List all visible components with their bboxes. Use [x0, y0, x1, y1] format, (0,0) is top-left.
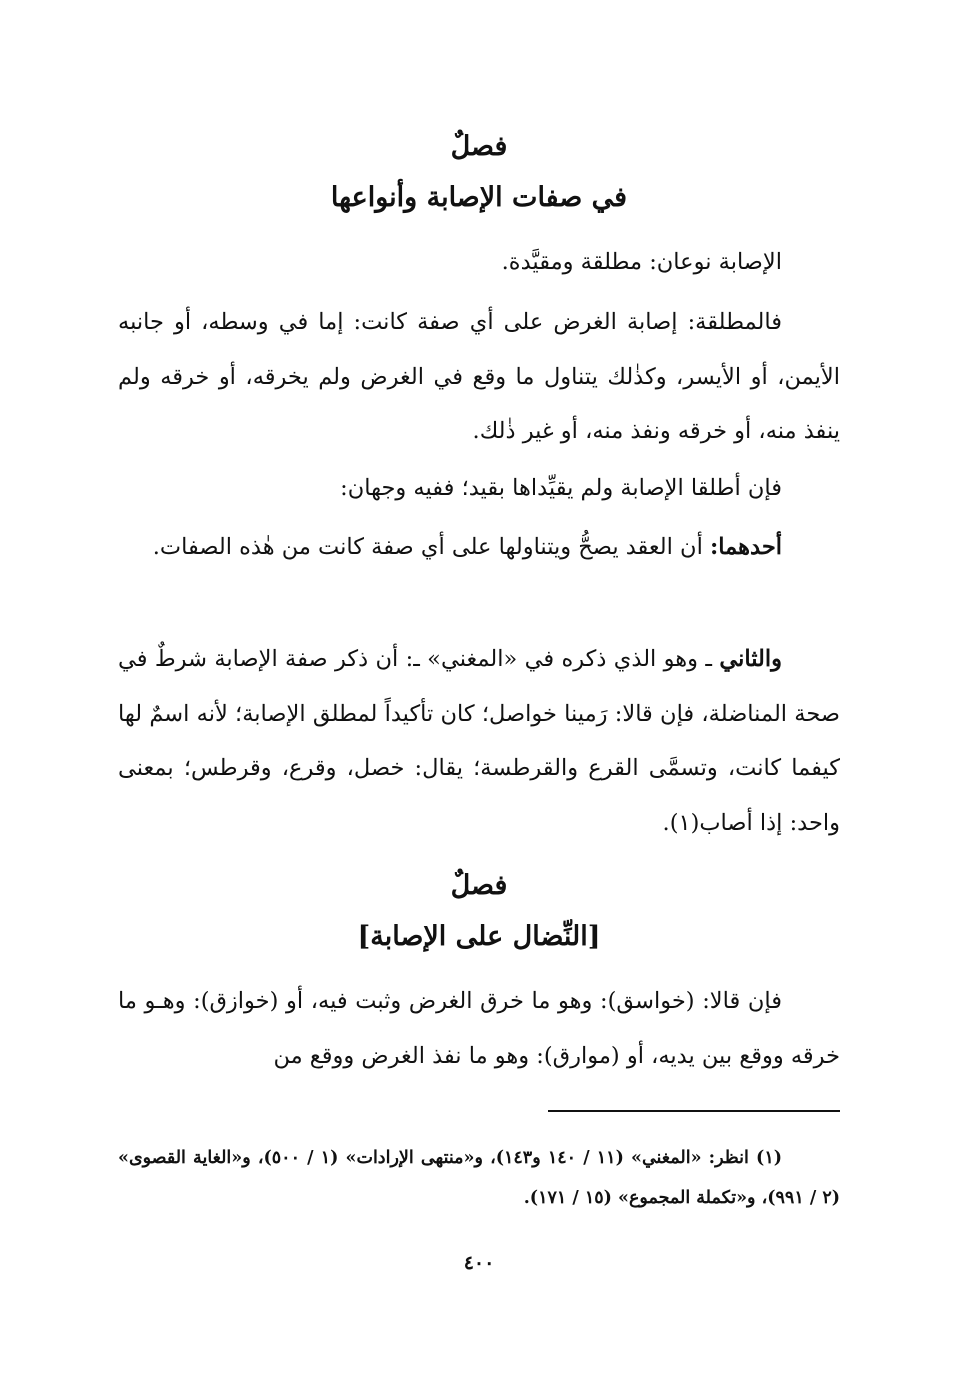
paragraph-lead: والثاني — [719, 646, 782, 672]
paragraph-text: فالمطلقة: إصابة الغرض على أي صفة كانت: إما في وسطه، أو جانبه الأيمن، أو الأيسر، وكذٰلك يتناول ما وقع في الغرض ولم يخرقه، أو خرقه ولم ينفذ منه، أو خرقه ونفذ منه، أو غير ذٰلك. — [118, 309, 840, 444]
paragraph-lead: أحدهما: — [709, 534, 782, 560]
paragraph — [118, 295, 840, 459]
page-number: ٤٠٠ — [463, 1252, 495, 1274]
section-label: فصلٌ — [450, 131, 508, 162]
section-label: فصلٌ — [450, 870, 508, 901]
footnote: (١) انظر: «المغني» (١١ / ١٤٠ و١٤٣)، و«منتهى الإرادات» (١ / ٥٠٠)، و«الغاية القصوى» (٢ / ٩٩١)، و«تكملة المجموع» (١٥ / ١٧١). — [118, 1148, 840, 1208]
paragraph — [118, 974, 840, 1083]
paragraph-text: أن العقد يصحُّ ويتناولها على أي صفة كانت من هٰذه الصفات. — [152, 534, 710, 560]
section-title: في صفات الإصابة وأنواعها — [330, 182, 628, 213]
paragraph — [118, 632, 840, 850]
paragraph — [118, 520, 840, 575]
section-title: [النِّضال على الإصابة] — [357, 921, 601, 952]
paragraph — [118, 235, 840, 290]
footnote-divider — [548, 1110, 840, 1112]
paragraph-text: فإن أطلقا الإصابة ولم يقيِّداها بقيد؛ ففيه وجهان: — [340, 475, 782, 501]
paragraph-text: الإصابة نوعان: مطلقة ومقيَّدة. — [501, 249, 782, 275]
paragraph-text: ـ وهو الذي ذكره في «المغني» ـ: أن ذكر صفة الإصابة شرطٌ في صحة المناضلة، فإن قالا: رَمينا خواصل؛ كان تأكيداً لمطلق الإصابة؛ لأنه اسمٌ لها كيفما كانت، وتسمَّى القرع والقرطسة؛ يقال: خصل، وقرع، وقرطس؛ بمعنى واحد: إذا أصاب(١). — [118, 646, 840, 836]
paragraph — [118, 461, 840, 516]
paragraph-text: فإن قالا: (خواسق): وهو ما خرق الغرض وثبت فيه، أو (خوازق): وهـو ما خرقه ووقع بين يديه، أو (موارق): وهو ما نفذ الغرض ووقع من — [118, 988, 840, 1069]
book-page — [118, 0, 840, 1373]
